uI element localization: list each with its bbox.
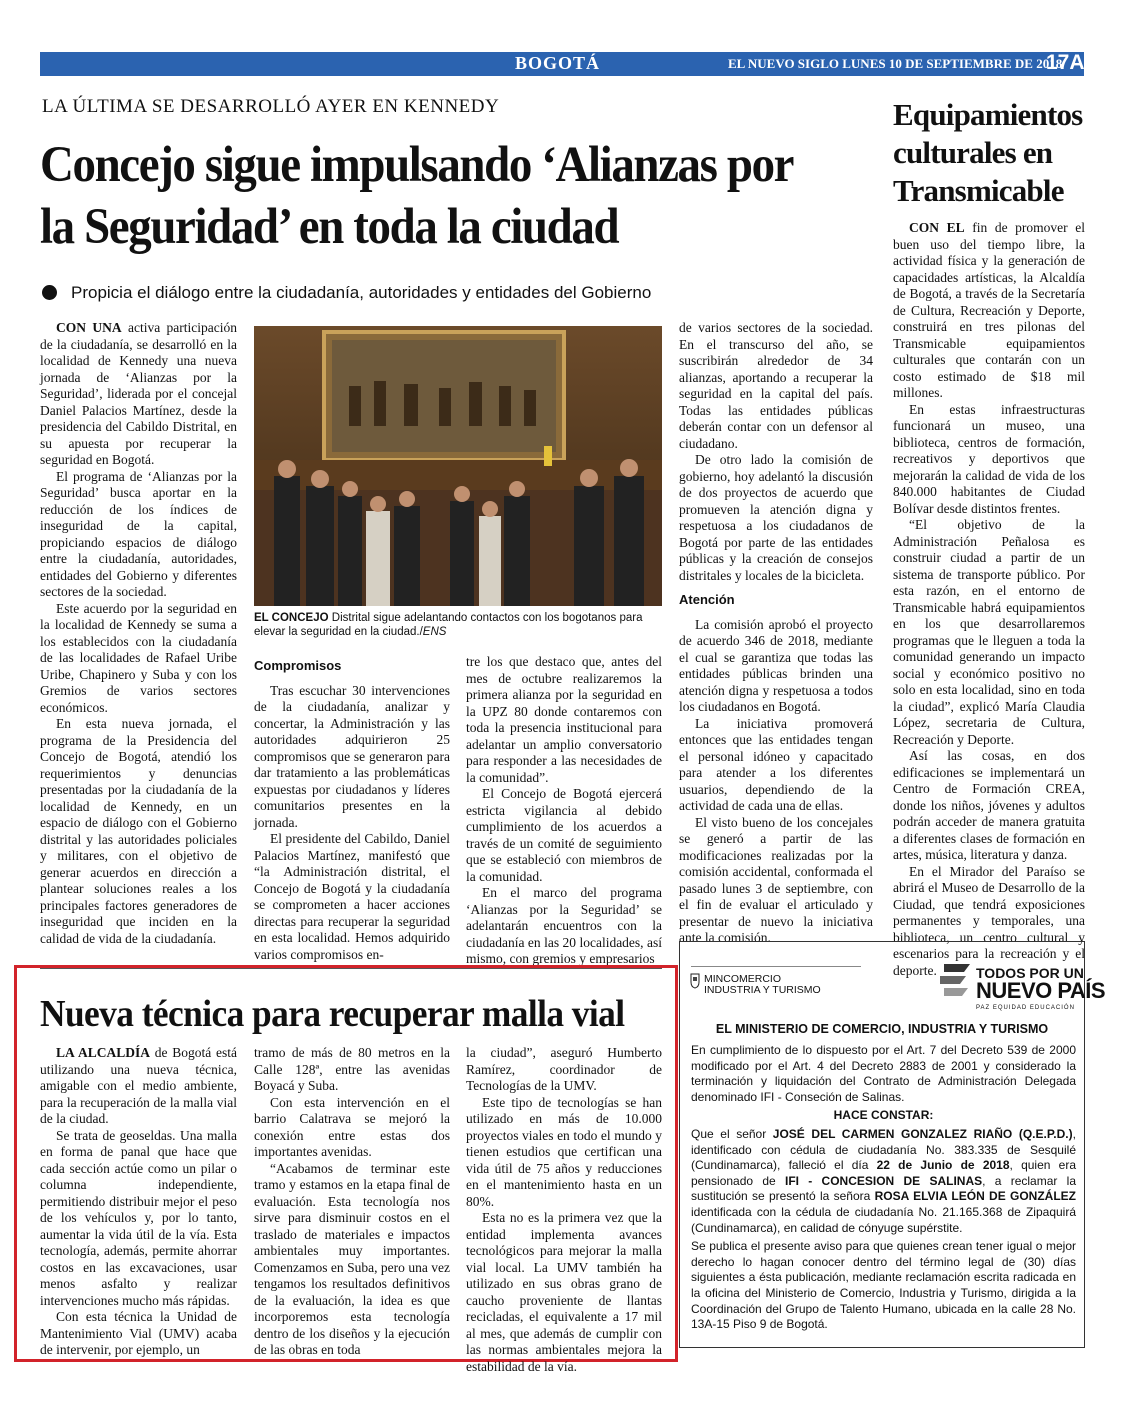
- notice-paragraph: Se publica el presente aviso para que quienes crean tener igual o mejor derecho lo hagan conocer dentro del término legal de (30) días siguientes a ésta publicación, mediante reclamación escrita radicada en la oficina del Ministerio de Comercio, Industria y Turismo, dirigida a la Coordinación del Grupo de Talento Humano, ubicada en la calle 28 No. 13A-15 Piso 9 de Bogotá.: [691, 1239, 1076, 1332]
- divider: [691, 966, 861, 967]
- paragraph: Esta no es la primera vez que la entidad implementa avances tecnológicos para mejorar la malla vial local. La UMV también ha utilizado en sus obras grano de caucho proveniente de llantas recicladas, el equivalente a 17 mil al mes, que además de cumplir con las normas ambientales mejora la estabilidad de la vía.: [466, 1210, 662, 1374]
- article-column-1: [40, 320, 237, 947]
- lead-in: CON UNA: [56, 320, 122, 335]
- paragraph: Tras escuchar 30 intervenciones de la ciudadanía, analizar y concertar, la Administración y las autoridades adquirieron 25 compromisos que se generaron para dar tratamiento a las problemáticas expuestas por ciudadanos y líderes comunitarios presentes en la jornada.: [254, 682, 450, 830]
- coat-of-arms-icon: [690, 973, 700, 989]
- paragraph: Este acuerdo por la seguridad en la localidad de Kennedy se suma a los establecidos con la ciudadanía de las localidades de Rafael Uribe Uribe, Chapinero y Suba y con los Gremios de varios sectores económicos.: [40, 600, 237, 715]
- notice-text: , identificado con cédula de ciudadanía No. 383.335 de Sesquilé (Cundinamarca), falleció el día: [691, 1126, 1076, 1173]
- paragraph: “Acabamos de terminar este tramo y estamos en la etapa final de evaluación. Esta tecnología nos sirve para disminuir costos en el traslado de materiales e impactos ambientales muy importantes. Comenzamos en Suba, pero una vez tengamos los resultados definitivos de la evaluación, la idea es que incorporemos esta tecnología dentro de los diseños y la ejecución de las obras en toda: [254, 1160, 450, 1357]
- caption-text: Distrital sigue adelantando contactos con los bogotanos para elevar la seguridad en la ciudad./: [254, 612, 643, 638]
- second-article-column-1: [40, 1045, 237, 1359]
- notice-text: Que el señor: [691, 1126, 773, 1141]
- paragraph: La iniciativa promoverá entonces que las entidades tengan el personal idóneo y capacitado para atender a los diferentes usuarios, dependiendo de la actividad de cada una de ellas.: [679, 715, 873, 813]
- paragraph: La comisión aprobó el proyecto de acuerdo 346 de 2018, mediante el cual se garantiza que todas las entidades públicas brinden una atención digna y respetuosa a todos los ciudadanos en Bogotá.: [679, 616, 873, 714]
- article-column-2: [254, 654, 450, 963]
- paragraph: la ciudad”, aseguró Humberto Ramírez, coordinador de Tecnologías de la UMV.: [466, 1045, 662, 1093]
- paragraph: De otro lado la comisión de gobierno, hoy adelantó la discusión de dos proyectos de acuerdo que promueven la atención digna y respetuosa a los ciudadanos de Bogotá por parte de las entidades públicas y la creación de consejos distritales y locales de la bicicleta.: [679, 452, 873, 583]
- bullet-icon: [42, 285, 57, 300]
- article-headline: Concejo sigue impulsando ‘Alianzas por la Seguridad’ en toda la ciudad: [40, 137, 793, 255]
- paragraph: de Bogotá está utilizando una nueva técnica, amigable con el medio ambiente, para la recuperación de la malla vial de la ciudad.: [40, 1045, 237, 1126]
- notice-name: JOSÉ DEL CARMEN GONZALEZ RIAÑO (Q.E.P.D.): [772, 1126, 1073, 1141]
- paragraph: Así las cosas, en dos edificaciones se implementará un Centro de Formación CREA, donde los niños, jóvenes y adultos podrán acceder de manera gratuita a diferentes clases de formación en artes, música, literatura y danza.: [893, 748, 1085, 862]
- notice-paragraph: En cumplimiento de lo dispuesto por el Art. 7 del Decreto 539 de 2000 modificado por el Art. 4 del Decreto 2883 de 2001 y considerado la terminación y liquidación del Contrato de Administración Delegada denominado IFI - Conseción de Salinas.: [691, 1043, 1076, 1104]
- logo-tagline: PAZ EQUIDAD EDUCACIÓN: [976, 1005, 1075, 1011]
- article-column-4: [679, 320, 873, 947]
- mincomercio-logo: [704, 974, 821, 996]
- paragraph: “El objetivo de la Administración Peñalosa es construir ciudad a partir de un sistema de transporte público. Por esta razón, en el entorno de Transmicable habrá equipamientos en los que desarrollaremos programas que le lleguen a toda la comunidad generando un impacto social y económico positivo no solo en esta localidad, sino en toda la ciudad”, explicó María Claudia López, secretaria de Cultura, Recreación y Deporte.: [893, 517, 1085, 747]
- nuevo-pais-logo: [976, 966, 1105, 1016]
- subheading: Atención: [679, 592, 735, 607]
- second-article-column-3: [466, 1045, 662, 1375]
- paragraph: El presidente del Cabildo, Daniel Palacios Martínez, manifestó que “la Administración distrital, el Concejo de Bogotá y la ciudadanía se comprometen a hacer acciones directas para recuperar la seguridad en esta localidad. Hemos adquirido varios compromisos en-: [254, 831, 450, 962]
- paragraph: El visto bueno de los concejales se generó a partir de las modificaciones realizadas por la comisión accidental, conformada el pasado lunes 3 de septiembre, con el fin de evaluar el articulado y presentar de nuevo la iniciativa ante la comisión.: [679, 814, 873, 945]
- paragraph: En esta nueva jornada, el programa de la Presidencia del Concejo de Bogotá, atendió los requerimientos y denuncias presentadas por la ciudadanía de la localidad de Kennedy, en un espacio de diálogo con el Gobierno distrital y las autoridades policiales y militares, con el objetivo de generar acuerdos en dirección a plantear soluciones reales a los principales factores generadores de inseguridad que inciden en la calidad de vida de la ciudadanía.: [40, 716, 237, 946]
- page-number: 17A: [1046, 51, 1085, 74]
- second-article-column-2: [254, 1045, 450, 1359]
- nuevo-pais-logo-icon: [938, 960, 974, 1002]
- notice-date: 22 de Junio de 2018: [876, 1158, 1010, 1173]
- article-subheadline: [42, 283, 651, 303]
- paragraph: Este tipo de tecnologías se han utilizado en más de 10.000 proyectos viales en todo el mundo y tienen estudios que certifican una vida útil de 75 años y reducciones en el mantenimiento hasta en un 80%.: [466, 1094, 662, 1209]
- side-article-headline: Equipamientos culturales en Transmicable: [893, 97, 1083, 208]
- council-session-photo: [254, 326, 662, 606]
- paragraph: tramo de más de 80 metros en la Calle 128ª, entre las avenidas Boyacá y Suba.: [254, 1045, 450, 1093]
- paragraph: fin de promover el buen uso del tiempo libre, la actividad física y la generación de capacidades artísticas, la Alcaldía de Bogotá, a través de la Secretaría de Cultura, Recreación y Deporte, construirá en tres pilonas del Transmicable equipamientos culturales que contarán con un costo estimado de $18 mil millones.: [893, 220, 1086, 400]
- notice-entity: IFI - CONCESION DE SALINAS: [784, 1173, 983, 1188]
- subheading: Compromisos: [254, 658, 342, 673]
- notice-title: EL MINISTERIO DE COMERCIO, INDUSTRIA Y TURISMO: [715, 1022, 1049, 1036]
- notice-text: , a reclamar la sustitución se presentó la señora: [691, 1173, 1077, 1204]
- notice-body: [691, 1043, 1076, 1336]
- notice-text: identificada con la cédula de ciudadanía No. 21.165.368 de Zipaquirá (Cundinamarca), en calidad de cónyuge supérstite.: [691, 1204, 1076, 1235]
- lead-in: CON EL: [909, 220, 965, 235]
- article-column-3: [466, 654, 662, 968]
- lead-in: LA ALCALDÍA: [56, 1045, 151, 1060]
- paragraph: activa participación de la ciudadanía, se desarrolló en la localidad de Kennedy una nueva jornada de ‘Alianzas por la Seguridad’, liderada por el concejal Daniel Palacios Martínez, desde la presidencia del Cabildo Distrital, en su apuesta por recuperar la seguridad en Bogotá.: [40, 320, 238, 467]
- paragraph: tre los que destaco que, antes del mes de octubre realizaremos la primera alianza por la seguridad en la UPZ 80 donde contaremos con toda la presencia institucional para adelantar un amplio conversatorio para responder a las necesidades de la comunidad”.: [466, 654, 662, 785]
- caption-lead: EL CONCEJO: [254, 612, 329, 624]
- notice-subtitle: HACE CONSTAR:: [833, 1108, 934, 1123]
- notice-name: ROSA ELVIA LEÓN DE GONZÁLEZ: [874, 1189, 1077, 1204]
- article-kicker: LA ÚLTIMA SE DESARROLLÓ AYER EN KENNEDY: [42, 96, 500, 117]
- logo-line: NUEVO PAÍS: [976, 978, 1106, 1003]
- notice-text: , quien era pensionado de: [691, 1158, 1077, 1188]
- section-name: BOGOTÁ: [515, 53, 601, 73]
- paragraph: El programa de ‘Alianzas por la Seguridad’ busca aportar en la reducción de los índices de inseguridad de la capital, propiciando espacios de diálogo entre la ciudadanía, autoridades, entidades del Gobierno y diferentes sectores de la sociedad.: [40, 468, 237, 599]
- paragraph: En el marco del programa ‘Alianzas por la Seguridad’ se adelantarán encuentros con la ciudadanía en las 20 localidades, así mismo, con gremios y empresarios: [466, 885, 662, 966]
- subheadline-text: Propicia el diálogo entre la ciudadanía, autoridades y entidades del Gobierno: [71, 283, 652, 302]
- logo-line: TODOS POR UN: [976, 965, 1084, 981]
- paragraph: El Concejo de Bogotá ejercerá estricta vigilancia al debido cumplimiento de los acuerdos a través de un comité de seguimiento que se estableció con miembros de la comunidad.: [466, 786, 662, 884]
- logo-line: INDUSTRIA Y TURISMO: [704, 984, 821, 996]
- paragraph: Con esta intervención en el barrio Calatrava se mejoró la conexión entre estas dos importantes avenidas.: [254, 1094, 450, 1159]
- paper-date-line: EL NUEVO SIGLO LUNES 10 DE SEPTIEMBRE DE 2018: [728, 56, 1063, 71]
- paragraph: En estas infraestructuras funcionará un museo, una biblioteca, centros de formación, recreativos y deportivos que mejorarán la calidad de vida de los 840.000 habitantes de Ciudad Bolívar desde distintos frentes.: [893, 401, 1085, 516]
- photo-caption: [254, 611, 662, 639]
- paragraph: Con esta técnica la Unidad de Mantenimiento Vial (UMV) acaba de intervenir, por ejemplo, un: [40, 1309, 237, 1357]
- paragraph: En el Mirador del Paraíso se abrirá el Museo de Desarrollo de la Ciudad, que tendrá exposiciones permanentes y temporales, una biblioteca, un centro cultural y escenarios para la recreación y el deporte.: [893, 863, 1085, 978]
- paragraph: Se trata de geoseldas. Una malla en forma de panal que hace que cada sección actúe como un pilar o columna independiente, permitiendo distribuir mejor el peso de los vehículos y, por lo tanto, aumentar la vida útil de la vía. Esta tecnología, además, permite ahorrar costos en las excavaciones, usar menos asfalto y realizar intervenciones mucho más rápidas.: [40, 1127, 237, 1308]
- photo-credit: ENS: [422, 626, 447, 638]
- notice-paragraph: [691, 1127, 1076, 1236]
- paragraph: de varios sectores de la sociedad. En el transcurso del año, se suscribirán alrededor de 34 alianzas, aportando a recuperar la seguridad en la capital del país. Todas las entidades públicas deberán contar con un defensor al ciudadano.: [679, 320, 873, 451]
- logo-line: MINCOMERCIO: [704, 973, 781, 985]
- second-article-headline: Nueva técnica para recuperar malla vial: [40, 993, 625, 1035]
- side-article-column: [893, 220, 1085, 979]
